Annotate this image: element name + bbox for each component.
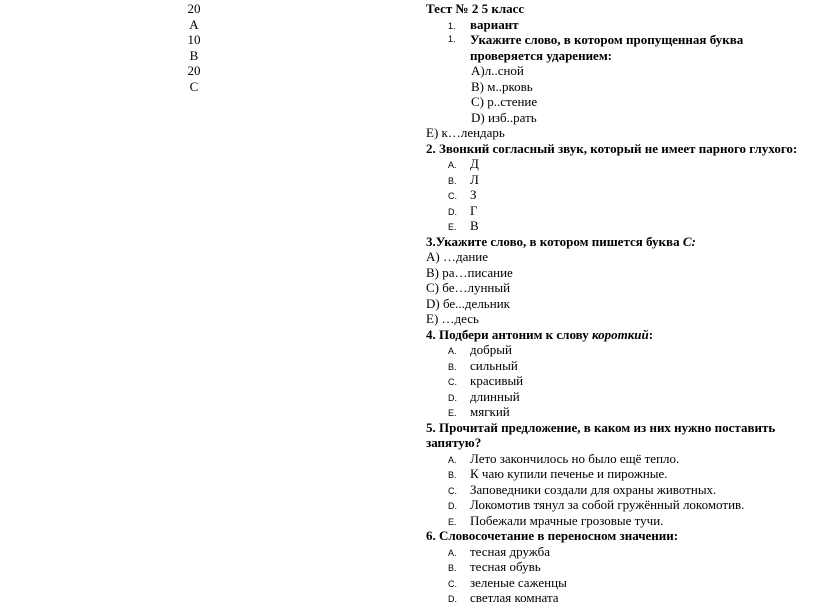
option-letter: C.	[448, 191, 457, 201]
answer-option: С) р..стение	[471, 94, 538, 109]
list-number: 1.	[448, 20, 456, 31]
option-letter: E.	[448, 408, 457, 418]
answer-option: D) бе...дельник	[426, 295, 510, 311]
answer-option: К чаю купили печенье и пирожные.	[470, 466, 668, 481]
option-letter: B.	[448, 563, 457, 573]
answer-option: Г	[470, 202, 478, 218]
answer-option: В) м..рковь	[471, 78, 533, 94]
answer-option: сильный	[470, 357, 518, 373]
variant-label: вариант	[470, 16, 519, 32]
option-letter: B.	[448, 361, 457, 372]
question-4-text: 4. Подбери антоним к слову	[426, 326, 592, 342]
option-letter: A.	[448, 547, 457, 558]
answer-option: D) изб..рать	[471, 109, 537, 125]
page-title: Тест № 2 5 класс	[426, 1, 525, 16]
answer-option: тесная дружба	[470, 543, 550, 559]
grade-letter: A	[189, 16, 199, 32]
grade-letter: B	[189, 47, 199, 63]
option-letter: D.	[448, 392, 457, 403]
answer-option: А) …дание	[426, 249, 489, 264]
answer-option: светлая комната	[470, 590, 559, 605]
question-3-text: 3.Укажите слово, в котором пишется буква	[426, 233, 683, 249]
answer-option: А)л..сной	[471, 63, 524, 78]
option-letter: A.	[448, 160, 457, 170]
answer-option: красивый	[470, 373, 524, 388]
question-5-text: 5. Прочитай предложение, в каком из них нужно поставить запятую?	[426, 419, 776, 450]
option-letter: C.	[448, 485, 457, 496]
highlight-letter: С:	[682, 233, 696, 249]
question-4	[426, 327, 816, 343]
answer-option: длинный	[470, 388, 520, 404]
score-value: 20	[187, 63, 201, 78]
colon: :	[648, 326, 654, 342]
answer-option: Л	[470, 171, 479, 187]
highlight-word: короткий	[591, 326, 649, 342]
score-value: 10	[187, 32, 201, 47]
option-letter: B.	[448, 470, 457, 480]
answer-option: Е) к…лендарь	[426, 125, 505, 140]
answer-option: Локомотив тянул за собой гружённый локомотив.	[470, 497, 745, 512]
score-column	[150, 1, 238, 94]
question-3	[426, 234, 816, 250]
answer-option: Побежали мрачные грозовые тучи.	[470, 512, 664, 528]
answer-option: В	[470, 218, 479, 233]
variant-line	[426, 17, 816, 33]
answer-option: Лето закончилось но было ещё тепло.	[470, 450, 680, 466]
answer-option: В) ра…писание	[426, 264, 513, 280]
option-letter: B.	[448, 175, 457, 186]
option-letter: A.	[448, 346, 457, 356]
answer-option: Д	[470, 156, 479, 171]
answer-option: тесная обувь	[470, 559, 541, 574]
answer-option: зеленые саженцы	[470, 574, 567, 590]
answer-option: мягкий	[470, 404, 510, 419]
answer-option: З	[470, 187, 477, 202]
question-2-text: 2. Звонкий согласный звук, который не имеет парного глухого:	[426, 140, 798, 156]
answer-option: Заповедники создали для охраны животных.	[470, 481, 717, 497]
test-content	[426, 1, 816, 606]
option-letter: D.	[448, 206, 457, 217]
question-6-text: 6. Словосочетание в переносном значении:	[426, 528, 679, 543]
answer-option: Е) …десь	[426, 311, 479, 326]
question-1-text: Укажите слово, в котором пропущенная буква проверяется ударением:	[470, 32, 744, 63]
list-number: 1.	[448, 34, 456, 44]
option-letter: E.	[448, 516, 457, 527]
grade-letter: C	[189, 78, 199, 94]
option-letter: C.	[448, 578, 457, 589]
answer-option: добрый	[470, 342, 512, 357]
option-letter: A.	[448, 454, 457, 465]
option-letter: D.	[448, 501, 457, 511]
option-letter: C.	[448, 377, 457, 387]
option-letter: D.	[448, 594, 457, 604]
score-value: 20	[187, 1, 201, 16]
option-letter: E.	[448, 222, 457, 232]
answer-option: С) бе…лунный	[426, 280, 511, 295]
question-1	[426, 32, 816, 63]
